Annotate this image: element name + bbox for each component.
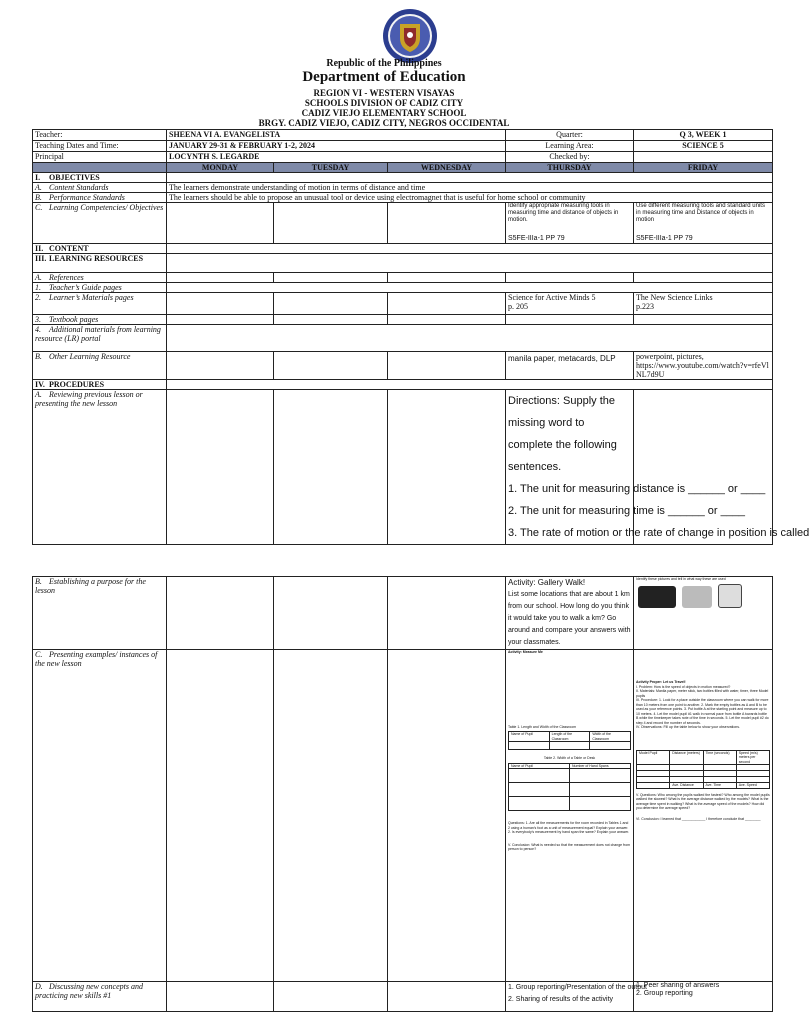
objectives-label: I. OBJECTIVES <box>33 173 167 183</box>
stopwatch-picture <box>638 586 676 608</box>
textbook-row <box>33 315 773 325</box>
day-wednesday: WEDNESDAY <box>388 163 506 173</box>
principal-name: LOCYNTH S. LEGARDE <box>167 152 506 163</box>
additional-materials-row <box>33 325 773 352</box>
purpose-label: B. Establishing a purpose for the lesson <box>33 577 167 650</box>
deped-seal-logo <box>382 8 438 64</box>
division-line: SCHOOLS DIVISION OF CADIZ CITY <box>304 98 464 108</box>
examples-friday: Activity Proper: Let us Travel! I. Problem: How is the speed of objects in motion measured? II. Materials: Manila paper, meter stick, two bottles filled with water, timer, three Model pupils III. Procedure: 1. Look for a place outside the classroom where you can walk for more than 10 meters from one point to another. 2. Mark the empty bottles as A and B to be used as your reference points. 3. Put bottle A at the starting point and measure up to 10 meters. 4. Let the model pupil #1 walk in normal pace from bottle A towards bottle B while the timekeeper takes note of the time in seconds. 5. Let the model pupil #2 do step 4 and record the number of seconds. IV. Observations: Fill up the table below to show your observations. Model Pupil Distance (meters) Time (seconds) Speed (m/s) meters per second Ave. Distance Ave. Time Ave. Speed V. Questions: Who among the pupils walked the fastest? Who among the model pupils walked the slowest? What is the average distance walked by the models? What is the average time spent in walking? What is the average speed of the models? How did you determine the average speed? VI. Conclusion: I learned that ____________ I therefore conclude that ________ <box>634 650 773 982</box>
dates-row <box>33 141 773 152</box>
procedures-label: IV. PROCEDURES <box>33 380 167 390</box>
references-label: A. References <box>33 273 167 283</box>
principal-row <box>33 152 773 163</box>
speed-observation-table: Model Pupil Distance (meters) Time (seconds) Speed (m/s) meters per second Ave. Distance Ave. Time Ave. Speed <box>636 750 770 789</box>
content-label: II. CONTENT <box>33 244 167 254</box>
area-value: SCIENCE 5 <box>634 141 773 152</box>
school-line: CADIZ VIEJO ELEMENTARY SCHOOL <box>301 108 467 118</box>
day-monday: MONDAY <box>167 163 274 173</box>
day-tuesday: TUESDAY <box>274 163 388 173</box>
teacher-label: Teacher: <box>33 130 167 141</box>
references-row <box>33 273 773 283</box>
day-friday: FRIDAY <box>634 163 773 173</box>
resources-label: III. LEARNING RESOURCES <box>33 254 167 273</box>
republic-heading: Republic of the Philippines <box>326 58 442 69</box>
resources-row <box>33 254 773 273</box>
examples-row <box>33 650 773 982</box>
quarter-label: Quarter: <box>506 130 634 141</box>
purpose-thursday: Activity: Gallery Walk! List some locations that are about 1 km from our school. How long do you think it would take you to walk a km? Go around and compare your answers with your classmates. <box>506 577 634 650</box>
teachers-guide-label: 1. Teacher’s Guide pages <box>33 283 167 293</box>
desk-measure-table: Name of Pupil Number of Hand Spans <box>508 763 631 812</box>
principal-label: Principal <box>33 152 167 163</box>
discussing-row <box>33 982 773 1012</box>
classroom-measure-table: Name of Pupil Length of the Classroom Width of the Classroom <box>508 731 631 750</box>
examples-thursday: Activity: Measure Me Table 1. Length and Width of the Classroom Name of Pupil Length of the Classroom Width of the Classroom Table 2. Width of a Table or Desk Name of Pupil Number of Hand Spans Questions: 1. Are all the measurements for the room recorded in Tables 1 and 2 using a human's foot as a unit of measurement equal? Explain your answer. 2. Is everybody's measurement by hand span the same? Explain your answer. V. Conclusion: What is needed so that the measurement does not change from person to person? <box>506 650 634 982</box>
other-resources-thursday: manila paper, metacards, DLP <box>506 352 634 380</box>
teacher-row <box>33 130 773 141</box>
other-resources-row <box>33 352 773 380</box>
content-standards-label: A. Content Standards <box>33 183 167 193</box>
competencies-friday: Use different measuring tools and standard units in measuring time and Distance of objects in motion S5FE-IIIa-1 PP 79 <box>634 203 773 244</box>
other-resources-label: B. Other Learning Resource <box>33 352 167 380</box>
performance-standards-value: The learners should be able to propose an unusual tool or device using electromagnet that is useful for home school or community <box>167 193 773 203</box>
checked-label: Checked by: <box>506 152 634 163</box>
performance-standards-label: B. Performance Standards <box>33 193 167 203</box>
content-standards-value: The learners demonstrate understanding of motion in terms of distance and time <box>167 183 773 193</box>
day-header-blank <box>33 163 167 173</box>
area-label: Learning Area: <box>506 141 634 152</box>
department-heading: Department of Education <box>302 69 466 85</box>
examples-label: C. Presenting examples/ instances of the new lesson <box>33 650 167 982</box>
quarter-value: Q 3, WEEK 1 <box>634 130 773 141</box>
objectives-row <box>33 173 773 183</box>
procedures-row <box>33 380 773 390</box>
textbook-label: 3. Textbook pages <box>33 315 167 325</box>
review-label: A. Reviewing previous lesson or presenting the new lesson <box>33 390 167 545</box>
address-line: BRGY. CADIZ VIEJO, CADIZ CITY, NEGROS OCCIDENTAL <box>258 118 510 128</box>
region-line: REGION VI - WESTERN VISAYAS <box>313 88 455 98</box>
clock-picture <box>718 584 742 608</box>
day-thursday: THURSDAY <box>506 163 634 173</box>
dll-page-2 <box>32 576 772 1012</box>
ruler-picture <box>682 586 712 608</box>
dates-value: JANUARY 29-31 & FEBRUARY 1-2, 2024 <box>167 141 506 152</box>
dates-label: Teaching Dates and Time: <box>33 141 167 152</box>
discussing-thursday: 1. Group reporting/Presentation of the output 2. Sharing of results of the activity <box>506 982 634 1012</box>
checked-value <box>634 152 773 163</box>
discussing-label: D. Discussing new concepts and practicing new skills #1 <box>33 982 167 1012</box>
competencies-thursday: Identify appropriate measuring tools in measuring time and distance of objects in motion. S5FE-IIIa-1 PP 79 <box>506 203 634 244</box>
dll-table-page-1 <box>32 129 809 545</box>
purpose-row <box>33 577 773 650</box>
measuring-tools-pictures <box>636 582 770 612</box>
learners-materials-thursday: Science for Active Minds 5 p. 205 <box>506 293 634 315</box>
learners-materials-row <box>33 293 773 315</box>
youtube-link[interactable]: https://www.youtube.com/watch?v=rfeVlNL7d9U <box>636 361 769 379</box>
teacher-name: SHEENA VI A. EVANGELISTA <box>167 130 506 141</box>
competencies-row <box>33 203 773 244</box>
content-row <box>33 244 773 254</box>
additional-materials-label: 4. Additional materials from learning resource (LR) portal <box>33 325 167 352</box>
discussing-friday: 1. Peer sharing of answers 2. Group reporting <box>634 982 773 1012</box>
dll-table-page-2 <box>32 576 773 1012</box>
learners-materials-friday: The New Science Links p.223 <box>634 293 773 315</box>
review-thursday: Directions: Supply the missing word to complete the following sentences. 1. The unit for measuring distance is ______ or ____ 2. The unit for measuring time is ______ or ____ 3. The rate of motion or the rate of change in position is called <box>506 390 634 545</box>
purpose-friday: Identify these pictures and tell in what way these are used <box>634 577 773 650</box>
other-resources-friday: powerpoint, pictures, https://www.youtube.com/watch?v=rfeVlNL7d9U <box>634 352 773 380</box>
performance-standards-row <box>33 193 773 203</box>
content-standards-row <box>33 183 773 193</box>
learners-materials-label: 2. Learner’s Materials pages <box>33 293 167 315</box>
day-header-row <box>33 163 773 173</box>
teachers-guide-row <box>33 283 773 293</box>
competencies-label: C. Learning Competencies/ Objectives <box>33 203 167 244</box>
review-row <box>33 390 773 545</box>
dll-page-1 <box>32 129 809 545</box>
